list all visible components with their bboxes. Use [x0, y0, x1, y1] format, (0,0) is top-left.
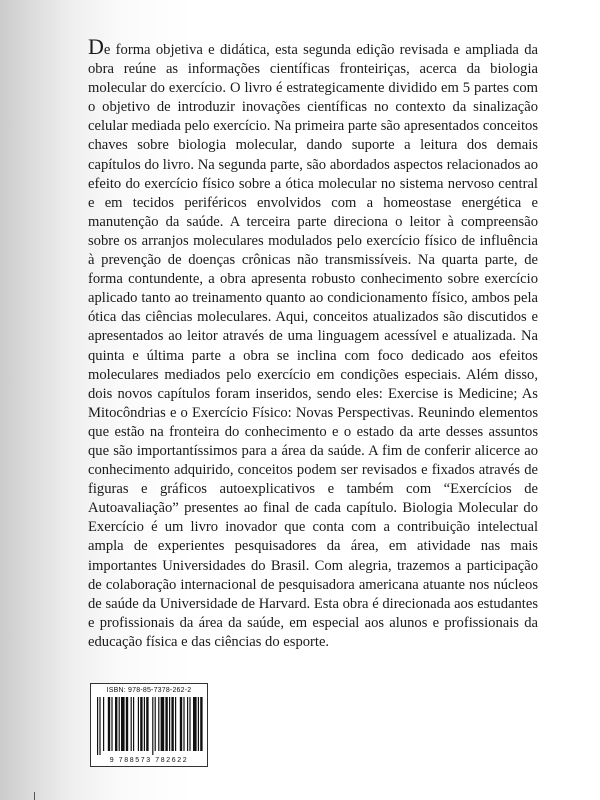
barcode-bar	[144, 697, 145, 751]
barcode-bar	[108, 697, 110, 751]
barcode-bar	[193, 697, 197, 751]
barcode-bar	[138, 697, 139, 751]
barcode-bar	[103, 697, 104, 751]
barcode-bar	[169, 697, 170, 751]
barcode-digits: 9 788573 782622	[109, 757, 189, 764]
barcode-bars	[95, 697, 203, 755]
barcode-bar	[171, 697, 173, 751]
barcode-bar	[165, 697, 167, 751]
barcode-bar	[146, 697, 148, 751]
barcode-bar	[155, 697, 156, 751]
barcode-bar	[158, 697, 159, 751]
barcode-bar	[133, 697, 134, 751]
blurb-text: e forma objetiva e didática, esta segunda edição revisada e ampliada da obra reúne as informações científicas fronteiriças, acerca da biologia molecular do exercício. O livro é estrategicamente dividido em 5 partes com o objetivo de introduzir inovações científicas no contexto da sinalização celular mediada pelo exercício. Na primeira parte são apresentados conceitos chaves sobre biologia molecular, dando suporte a leitura dos demais capítulos do livro. Na segunda parte, são abordados aspectos relacionados ao efeito do exercício físico sobre a ótica molecular no sistema nervoso central e em tecidos periféricos envolvidos com a homeostase energética e manutenção da saúde. A terceira parte direciona o leitor à compreensão sobre os arranjos moleculares modulados pelo exercício físico de influência à prevenção de doenças crônicas não transmissíveis. Na quarta parte, de forma contundente, a obra apresenta robusto conhecimento sobre exercício aplicado tanto ao treinamento quanto ao condicionamento físico, ambos pela ótica das ciências moleculares. Aqui, conceitos atualizados são discutidos e apresentados ao leitor através de uma linguagem acessível e atualizada. Na quinta e última parte a obra se inclina com foco dedicado aos efeitos moleculares mediados pelo exercício em condições especiais. Além disso, dois novos capítulos foram inseridos, sendo eles: Exercise is Medicine; As Mitocôndrias e o Exercício Físico: Novas Perspectivas. Reunindo elementos que estão na fronteira do conhecimento e o estado da arte desses assuntos que são importantíssimos para a área da saúde. A fim de conferir alicerce ao conhecimento adquirido, conceitos podem ser revisados e fixados através de figuras e gráficos autoexplicativos e também com “Exercícios de Autoavaliação” presentes ao final de cada capítulo. Biologia Molecular do Exercício é um livro inovador que conta com a contribuição intelectual ampla de experientes pesquisadores da área, em atividade nas mais importantes Universidades do Brasil. Com alegria, trazemos a participação de colaboração internacional de pesquisadora americana atuante nos núcleos de saúde da Universidade de Harvard. Esta obra é direcionada aos estudantes e profissionais da área da saúde, em especial aos alunos e profissionais da educação física e das ciências do esporte.	[88, 42, 538, 650]
barcode-bar	[161, 697, 165, 751]
barcode-bar	[115, 697, 117, 751]
dropcap-letter: D	[88, 34, 104, 59]
barcode-bar	[152, 697, 153, 755]
barcode-bar	[99, 697, 100, 755]
barcode-bar	[140, 697, 142, 751]
barcode-bar	[189, 697, 190, 751]
barcode-bar	[183, 697, 184, 751]
barcode-bar	[97, 697, 98, 755]
isbn-barcode	[90, 683, 208, 767]
barcode-bar	[111, 697, 112, 751]
barcode-bar	[187, 697, 188, 751]
barcode-bar	[200, 697, 202, 751]
barcode-bar	[131, 697, 132, 751]
barcode-bar	[175, 697, 176, 751]
back-cover-blurb	[88, 34, 538, 652]
barcode-bar	[126, 697, 128, 751]
isbn-number: ISBN: 978-85-7378-262-2	[106, 687, 192, 694]
barcode-bar	[180, 697, 182, 751]
barcode-bar	[119, 697, 120, 751]
barcode-bar	[198, 697, 199, 751]
barcode-bar	[121, 697, 125, 751]
edge-mark	[34, 792, 35, 800]
